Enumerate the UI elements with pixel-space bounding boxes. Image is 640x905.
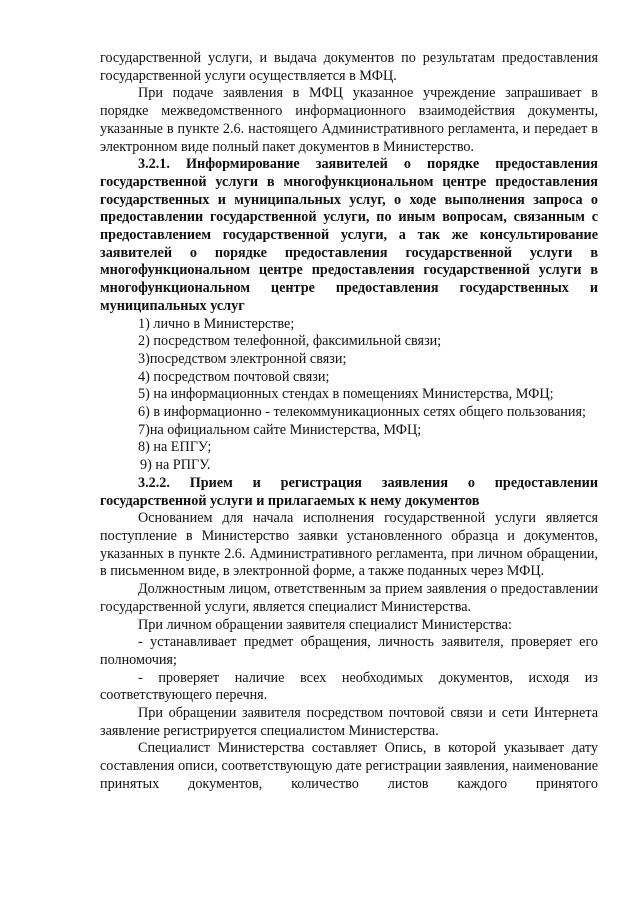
paragraph-personal-appeal: При личном обращении заявителя специалист Министерства:	[138, 616, 512, 633]
list-item: 5) на информационных стендах в помещениях Министерства, МФЦ;	[138, 386, 554, 403]
paragraph-responsible-person: Должностным лицом, ответственным за прием заявления о предоставлении государственной услуги, является специалист Министерства.	[100, 581, 598, 615]
list-item: 1) лично в Министерстве;	[138, 315, 295, 332]
list-item: 6) в информационно - телекоммуникационных сетях общего пользования;	[138, 404, 586, 421]
list-item: 3)посредством электронной связи;	[138, 350, 347, 367]
list-item: 8) на ЕПГУ;	[138, 439, 212, 456]
paragraph-postal: При обращении заявителя посредством почтовой связи и сети Интернета заявление регистрируется специалистом Министерства.	[100, 705, 598, 739]
section-heading-3-2-2: 3.2.2. Прием и регистрация заявления о предоставлении государственной услуги и прилагаемых к нему документов	[100, 474, 598, 509]
paragraph-mfc-request: При подаче заявления в МФЦ указанное учреждение запрашивает в порядке межведомственного информационного взаимодействия документы, указанные в пункте 2.6. настоящего Административного регламента, и передает в электронном виде полный пакет документов в Министерство.	[100, 85, 598, 155]
list-item: 2) посредством телефонной, факсимильной связи;	[138, 333, 442, 350]
document-page	[100, 50, 598, 794]
list-item: 7)на официальном сайте Министерства, МФЦ;	[138, 421, 422, 438]
paragraph-basis: Основанием для начала исполнения государственной услуги является поступление в Министерство заявки установленного образца и документов, указанных в пункте 2.6. Административного регламента, при личном обращении, в письменном виде, в электронной форме, а также поданных через МФЦ.	[100, 510, 598, 580]
list-item: 4) посредством почтовой связи;	[138, 368, 330, 385]
paragraph-establishes: - устанавливает предмет обращения, личность заявителя, проверяет его полномочия;	[100, 634, 598, 668]
paragraph-inventory: Специалист Министерства составляет Опись, в которой указывает дату составления описи, соответствующую дате регистрации заявления, наименование принятых документов, количество листов каждого принятого	[100, 740, 598, 792]
paragraph-checks: - проверяет наличие всех необходимых документов, исходя из соответствующего перечня.	[100, 669, 598, 704]
list-item: 9) на РПГУ.	[140, 457, 211, 474]
section-heading-3-2-1: 3.2.1. Информирование заявителей о порядке предоставления государственной услуги в многофункциональном центре предоставления государственных и муниципальных услуг, о ходе выполнения запроса о предоставлении государственной услуги, по иным вопросам, связанным с предоставлением государственной услуги, а так же консультирование заявителей о порядке предоставления государственной услуги в многофункциональном центре предоставления государственной услуги в многофункциональном центре предоставления государственных и муниципальных услуг	[100, 156, 598, 314]
paragraph-continuation: государственной услуги, и выдача документов по результатам предоставления государственной услуги осуществляется в МФЦ.	[100, 50, 598, 84]
